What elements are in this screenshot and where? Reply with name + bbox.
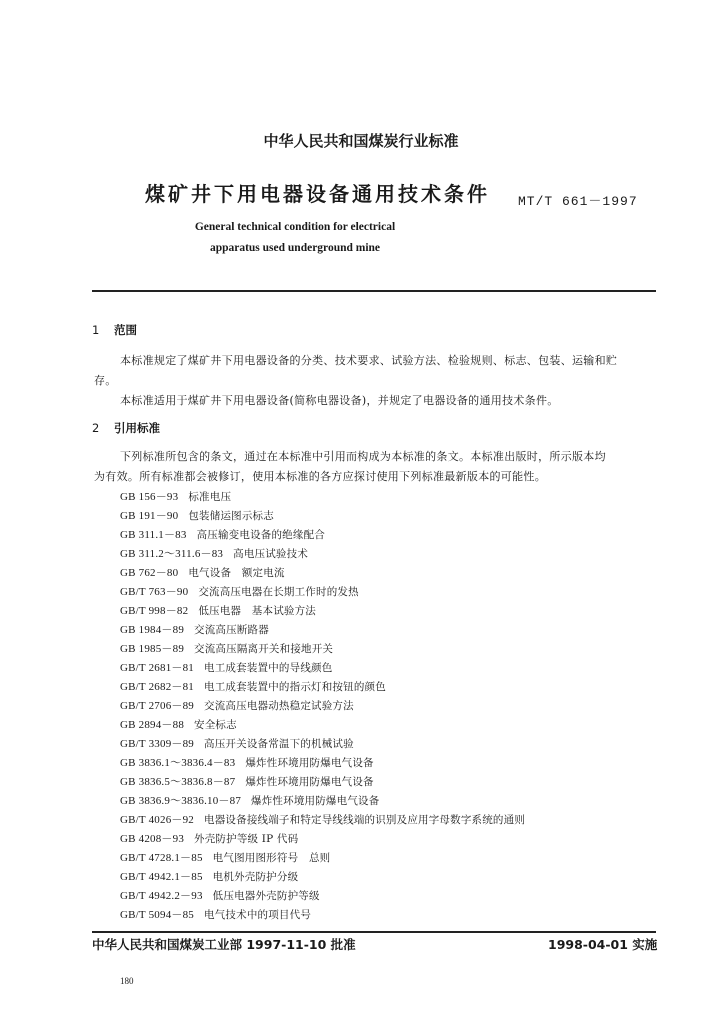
section-2-intro-line2: 为有效。所有标准都会被修订，使用本标准的各方应探讨使用下列标准最新版本的可能性。 bbox=[94, 470, 546, 483]
section-1-para1-line1: 本标准规定了煤矿井下用电器设备的分类、技术要求、试验方法、检验规则、标志、包装、运输和贮 bbox=[120, 354, 618, 367]
header-divider bbox=[92, 290, 656, 292]
reference-title: 标准电压 bbox=[188, 491, 232, 503]
reference-code: GB 3836.5～3836.8－87 bbox=[120, 776, 236, 788]
document-title-en-line1: General technical condition for electrical bbox=[194, 221, 396, 233]
reference-title: 低压电器 基本试验方法 bbox=[198, 605, 317, 617]
reference-item bbox=[120, 735, 354, 751]
reference-code: GB 2894－88 bbox=[120, 719, 185, 731]
reference-item bbox=[120, 640, 333, 656]
reference-code: GB 3836.9～3836.10－87 bbox=[120, 795, 242, 807]
reference-code: GB 191－90 bbox=[120, 510, 179, 522]
reference-code: GB/T 2682－81 bbox=[120, 681, 195, 693]
reference-item bbox=[120, 659, 332, 675]
reference-title: 交流高压电器在长期工作时的发热 bbox=[198, 586, 359, 598]
reference-code: GB/T 3309－89 bbox=[120, 738, 195, 750]
reference-code: GB/T 2681－81 bbox=[120, 662, 195, 674]
reference-item bbox=[120, 868, 298, 884]
reference-title: 高压输变电设备的绝缘配合 bbox=[196, 529, 325, 541]
reference-item bbox=[120, 887, 320, 903]
reference-title: 电工成套装置中的导线颜色 bbox=[204, 662, 333, 674]
section-2-heading bbox=[92, 420, 160, 436]
reference-title: 交流高压隔离开关和接地开关 bbox=[194, 643, 334, 655]
reference-code: GB 311.2～311.6－83 bbox=[120, 548, 224, 560]
section-1-para1-line2: 存。 bbox=[94, 374, 117, 387]
reference-item bbox=[120, 849, 330, 865]
document-title-en-line2: apparatus used underground mine bbox=[209, 242, 381, 254]
reference-title: 安全标志 bbox=[194, 719, 237, 731]
reference-item bbox=[120, 564, 285, 580]
reference-item bbox=[120, 811, 525, 827]
reference-code: GB/T 4942.1－85 bbox=[120, 871, 203, 883]
reference-item bbox=[120, 545, 308, 561]
section-1-heading bbox=[92, 322, 137, 338]
reference-code: GB 762－80 bbox=[120, 567, 179, 579]
industry-standard-heading: 中华人民共和国煤炭行业标准 bbox=[263, 132, 459, 150]
reference-code: GB/T 4728.1－85 bbox=[120, 852, 203, 864]
reference-title: 交流高压断路器 bbox=[194, 624, 269, 636]
reference-item bbox=[120, 602, 316, 618]
reference-title: 交流高压电器动热稳定试验方法 bbox=[204, 700, 354, 712]
reference-code: GB 3836.1～3836.4－83 bbox=[120, 757, 236, 769]
reference-code: GB/T 5094－85 bbox=[120, 909, 195, 921]
page-number: 180 bbox=[120, 976, 134, 986]
section-2-number: 2 bbox=[92, 421, 100, 435]
standard-code: MT/T 661－1997 bbox=[518, 194, 638, 209]
reference-title: 电器设备接线端子和特定导线线端的识别及应用字母数字系统的通则 bbox=[204, 814, 526, 826]
reference-item bbox=[120, 697, 354, 713]
reference-code: GB 311.1－83 bbox=[120, 529, 187, 541]
reference-item bbox=[120, 773, 374, 789]
reference-title: 高压开关设备常温下的机械试验 bbox=[204, 738, 354, 750]
section-1-para2: 本标准适用于煤矿井下用电器设备(简称电器设备)，并规定了电器设备的通用技术条件。 bbox=[120, 394, 559, 407]
approval-statement: 中华人民共和国煤炭工业部 1997-11-10 批准 bbox=[92, 937, 356, 952]
implementation-date: 1998-04-01 实施 bbox=[548, 937, 658, 952]
reference-item bbox=[120, 526, 325, 542]
reference-title: 爆炸性环境用防爆电气设备 bbox=[245, 757, 374, 769]
reference-item bbox=[120, 507, 274, 523]
section-2-title: 引用标准 bbox=[114, 421, 160, 435]
reference-item bbox=[120, 488, 231, 504]
reference-title: 爆炸性环境用防爆电气设备 bbox=[245, 776, 374, 788]
reference-code: GB/T 2706－89 bbox=[120, 700, 195, 712]
reference-item bbox=[120, 583, 359, 599]
reference-code: GB 1984－89 bbox=[120, 624, 185, 636]
footer-divider bbox=[92, 931, 656, 933]
reference-code: GB/T 763－90 bbox=[120, 586, 189, 598]
reference-item bbox=[120, 621, 269, 637]
reference-code: GB/T 4026－92 bbox=[120, 814, 195, 826]
reference-item bbox=[120, 906, 311, 922]
reference-code: GB 1985－89 bbox=[120, 643, 185, 655]
reference-code: GB 156－93 bbox=[120, 491, 179, 503]
reference-title: 电气设备 额定电流 bbox=[188, 567, 285, 579]
section-2-intro-line1: 下列标准所包含的条文，通过在本标准中引用而构成为本标准的条文。本标准出版时，所示版本均 bbox=[120, 450, 606, 463]
reference-title: 电工成套装置中的指示灯和按钮的颜色 bbox=[204, 681, 386, 693]
reference-title: 爆炸性环境用防爆电气设备 bbox=[251, 795, 380, 807]
reference-title: 高电压试验技术 bbox=[233, 548, 309, 560]
reference-title: 包装储运图示标志 bbox=[188, 510, 274, 522]
reference-title: 外壳防护等级 IP 代码 bbox=[194, 833, 299, 845]
reference-title: 低压电器外壳防护等级 bbox=[212, 890, 320, 902]
reference-item bbox=[120, 792, 379, 808]
reference-code: GB/T 4942.2－93 bbox=[120, 890, 203, 902]
reference-code: GB 4208－93 bbox=[120, 833, 185, 845]
reference-title: 电气图用图形符号 总则 bbox=[212, 852, 331, 864]
reference-title: 电气技术中的项目代号 bbox=[204, 909, 312, 921]
reference-code: GB/T 998－82 bbox=[120, 605, 189, 617]
reference-item bbox=[120, 716, 237, 732]
reference-item bbox=[120, 678, 386, 694]
document-title-zh: 煤矿井下用电器设备通用技术条件 bbox=[145, 182, 490, 206]
section-1-title: 范围 bbox=[114, 323, 137, 337]
section-1-number: 1 bbox=[92, 323, 100, 337]
reference-item bbox=[120, 830, 298, 846]
reference-item bbox=[120, 754, 374, 770]
reference-title: 电机外壳防护分级 bbox=[212, 871, 299, 883]
